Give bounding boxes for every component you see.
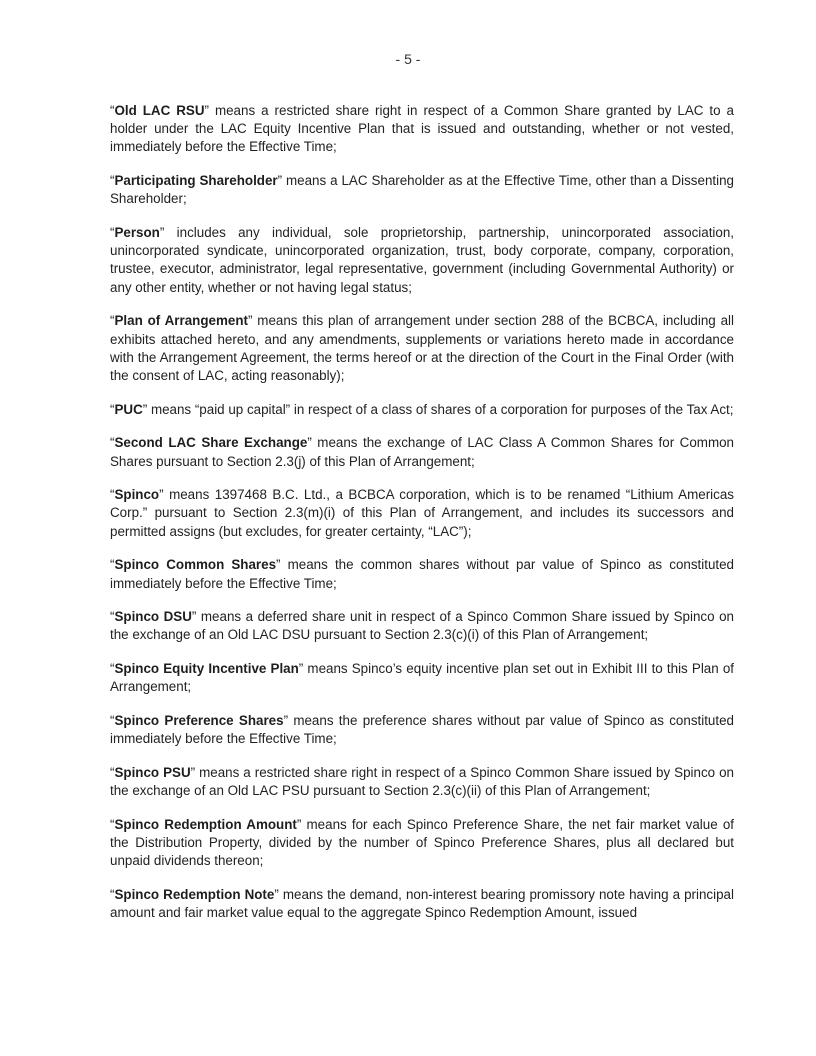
definition-text: means 1397468 B.C. Ltd., a BCBCA corporation, which is to be renamed “Lithium Americas Corp.” pursuant to Section 2.3(m)(i) of this Plan of Arrangement, and includes its successors and permitted assigns (but excludes, for greater certainty, “LAC”); <box>110 487 734 539</box>
definition-text: means the preference shares without par value of Spinco as constituted immediately before the Effective Time; <box>110 713 734 747</box>
definition-text: means this plan of arrangement under section 288 of the BCBCA, including all exhibits attached hereto, and any amendments, supplements or variations hereto made in accordance with the Arrangement Agreement, the terms hereof or at the direction of the Court in the Final Order (with the consent of LAC, acting reasonably); <box>110 313 735 383</box>
definition-text: means “paid up capital” in respect of a class of shares of a corporation for purposes of the Tax Act; <box>147 401 734 417</box>
definition-spinco-psu: “Spinco PSU” means a restricted share right in respect of a Spinco Common Share issued by Spinco on the exchange of an Old LAC PSU pursuant to Section 2.3(c)(ii) of this Plan of Arrangement; <box>110 764 734 799</box>
definition-spinco-redemption-note: “Spinco Redemption Note” means the demand, non-interest bearing promissory note having a principal amount and fair market value equal to the aggregate Spinco Redemption Amount, issued <box>110 887 734 921</box>
definition-plan-of-arrangement: “Plan of Arrangement” means this plan of arrangement under section 288 of the BCBCA, including all exhibits attached hereto, and any amendments, supplements or variations hereto made in accordance with the Arrangement Agreement, the terms hereof or at the direction of the Court in the Final Order (with the consent of LAC, acting reasonably); <box>110 313 735 383</box>
definition-participating-shareholder: “Participating Shareholder” means a LAC Shareholder as at the Effective Time, other than a Dissenting Shareholder; <box>110 173 734 207</box>
defined-term: Spinco PSU <box>114 764 191 780</box>
defined-term: Plan of Arrangement <box>114 313 248 329</box>
defined-term: Old LAC RSU <box>114 103 205 118</box>
definition-old-lac-rsu: “Old LAC RSU” means a restricted share right in respect of a Common Share granted by LAC to a holder under the LAC Equity Incentive Plan that is issued and outstanding, whether or not vested, immediately before the Effective Time; <box>110 103 734 155</box>
definition-spinco-redemption-amount: “Spinco Redemption Amount” means for each Spinco Preference Share, the net fair market value of the Distribution Property, divided by the number of Spinco Preference Shares, plus all declared but unpaid dividends thereon; <box>110 816 734 869</box>
definition-text: means a restricted share right in respect of a Spinco Common Share issued by Spinco on the exchange of an Old LAC PSU pursuant to Section 2.3(c)(ii) of this Plan of Arrangement; <box>110 764 734 799</box>
defined-term: Person <box>114 225 160 241</box>
definition-text: means Spinco’s equity incentive plan set out in Exhibit III to this Plan of Arrangement; <box>110 661 734 695</box>
defined-term: Second LAC Share Exchange <box>114 435 308 451</box>
definition-spinco-preference-shares: “Spinco Preference Shares” means the preference shares without par value of Spinco as constituted immediately before the Effective Time; <box>110 713 734 747</box>
defined-term: Spinco Common Shares <box>114 557 277 573</box>
definition-text: means the exchange of LAC Class A Common Shares for Common Shares pursuant to Section 2.3(j) of this Plan of Arrangement; <box>110 435 734 469</box>
definition-text: means a LAC Shareholder as at the Effective Time, other than a Dissenting Shareholder; <box>110 173 734 207</box>
defined-term: Spinco DSU <box>114 609 192 625</box>
definition-text: includes any individual, sole proprietorship, partnership, unincorporated association, unincorporated syndicate, unincorporated organization, trust, body corporate, company, corporation, trustee, executor, administrator, legal representative, government (including Governmental Authority) or any other entity, whether or not having legal status; <box>110 225 734 295</box>
definition-spinco-dsu: “Spinco DSU” means a deferred share unit in respect of a Spinco Common Share issued by Spinco on the exchange of an Old LAC DSU pursuant to Section 2.3(c)(i) of this Plan of Arrangement; <box>110 609 734 643</box>
definition-person: “Person” includes any individual, sole proprietorship, partnership, unincorporated association, unincorporated syndicate, unincorporated organization, trust, body corporate, company, corporation, trustee, executor, administrator, legal representative, government (including Governmental Authority) or any other entity, whether or not having legal status; <box>110 225 734 295</box>
definition-spinco-common-shares: “Spinco Common Shares” means the common shares without par value of Spinco as constituted immediately before the Effective Time; <box>110 557 735 591</box>
defined-term: Spinco Redemption Amount <box>114 816 297 832</box>
defined-term: Spinco Equity Incentive Plan <box>114 661 299 677</box>
definition-text: means for each Spinco Preference Share, the net fair market value of the Distribution Property, divided by the number of Spinco Preference Shares, plus all declared but unpaid dividends thereon; <box>110 816 734 869</box>
definition-second-lac-share-exchange: “Second LAC Share Exchange” means the exchange of LAC Class A Common Shares for Common Shares pursuant to Section 2.3(j) of this Plan of Arrangement; <box>110 435 734 469</box>
definition-spinco-equity-incentive-plan: “Spinco Equity Incentive Plan” means Spinco’s equity incentive plan set out in Exhibit III to this Plan of Arrangement; <box>110 661 734 695</box>
defined-term: Spinco <box>114 487 160 503</box>
defined-term: PUC <box>114 401 143 417</box>
definition-spinco: “Spinco” means 1397468 B.C. Ltd., a BCBCA corporation, which is to be renamed “Lithium Americas Corp.” pursuant to Section 2.3(m)(i) of this Plan of Arrangement, and includes its successors and permitted assigns (but excludes, for greater certainty, “LAC”); <box>110 487 734 539</box>
definitions-list <box>110 102 734 938</box>
definition-puc: “PUC” means “paid up capital” in respect of a class of shares of a corporation for purposes of the Tax Act; <box>110 401 734 417</box>
definition-text: means a deferred share unit in respect of a Spinco Common Share issued by Spinco on the exchange of an Old LAC DSU pursuant to Section 2.3(c)(i) of this Plan of Arrangement; <box>110 609 734 643</box>
defined-term: Spinco Redemption Note <box>114 887 275 902</box>
definition-text: means a restricted share right in respect of a Common Share granted by LAC to a holder under the LAC Equity Incentive Plan that is issued and outstanding, whether or not vested, immediately before the Effective Time; <box>110 103 734 155</box>
defined-term: Participating Shareholder <box>114 173 278 189</box>
page-number: - 5 - <box>395 51 421 67</box>
defined-term: Spinco Preference Shares <box>114 713 284 729</box>
definition-text: means the common shares without par value of Spinco as constituted immediately before the Effective Time; <box>110 557 735 591</box>
definition-text: means the demand, non-interest bearing promissory note having a principal amount and fair market value equal to the aggregate Spinco Redemption Amount, issued <box>110 887 734 921</box>
